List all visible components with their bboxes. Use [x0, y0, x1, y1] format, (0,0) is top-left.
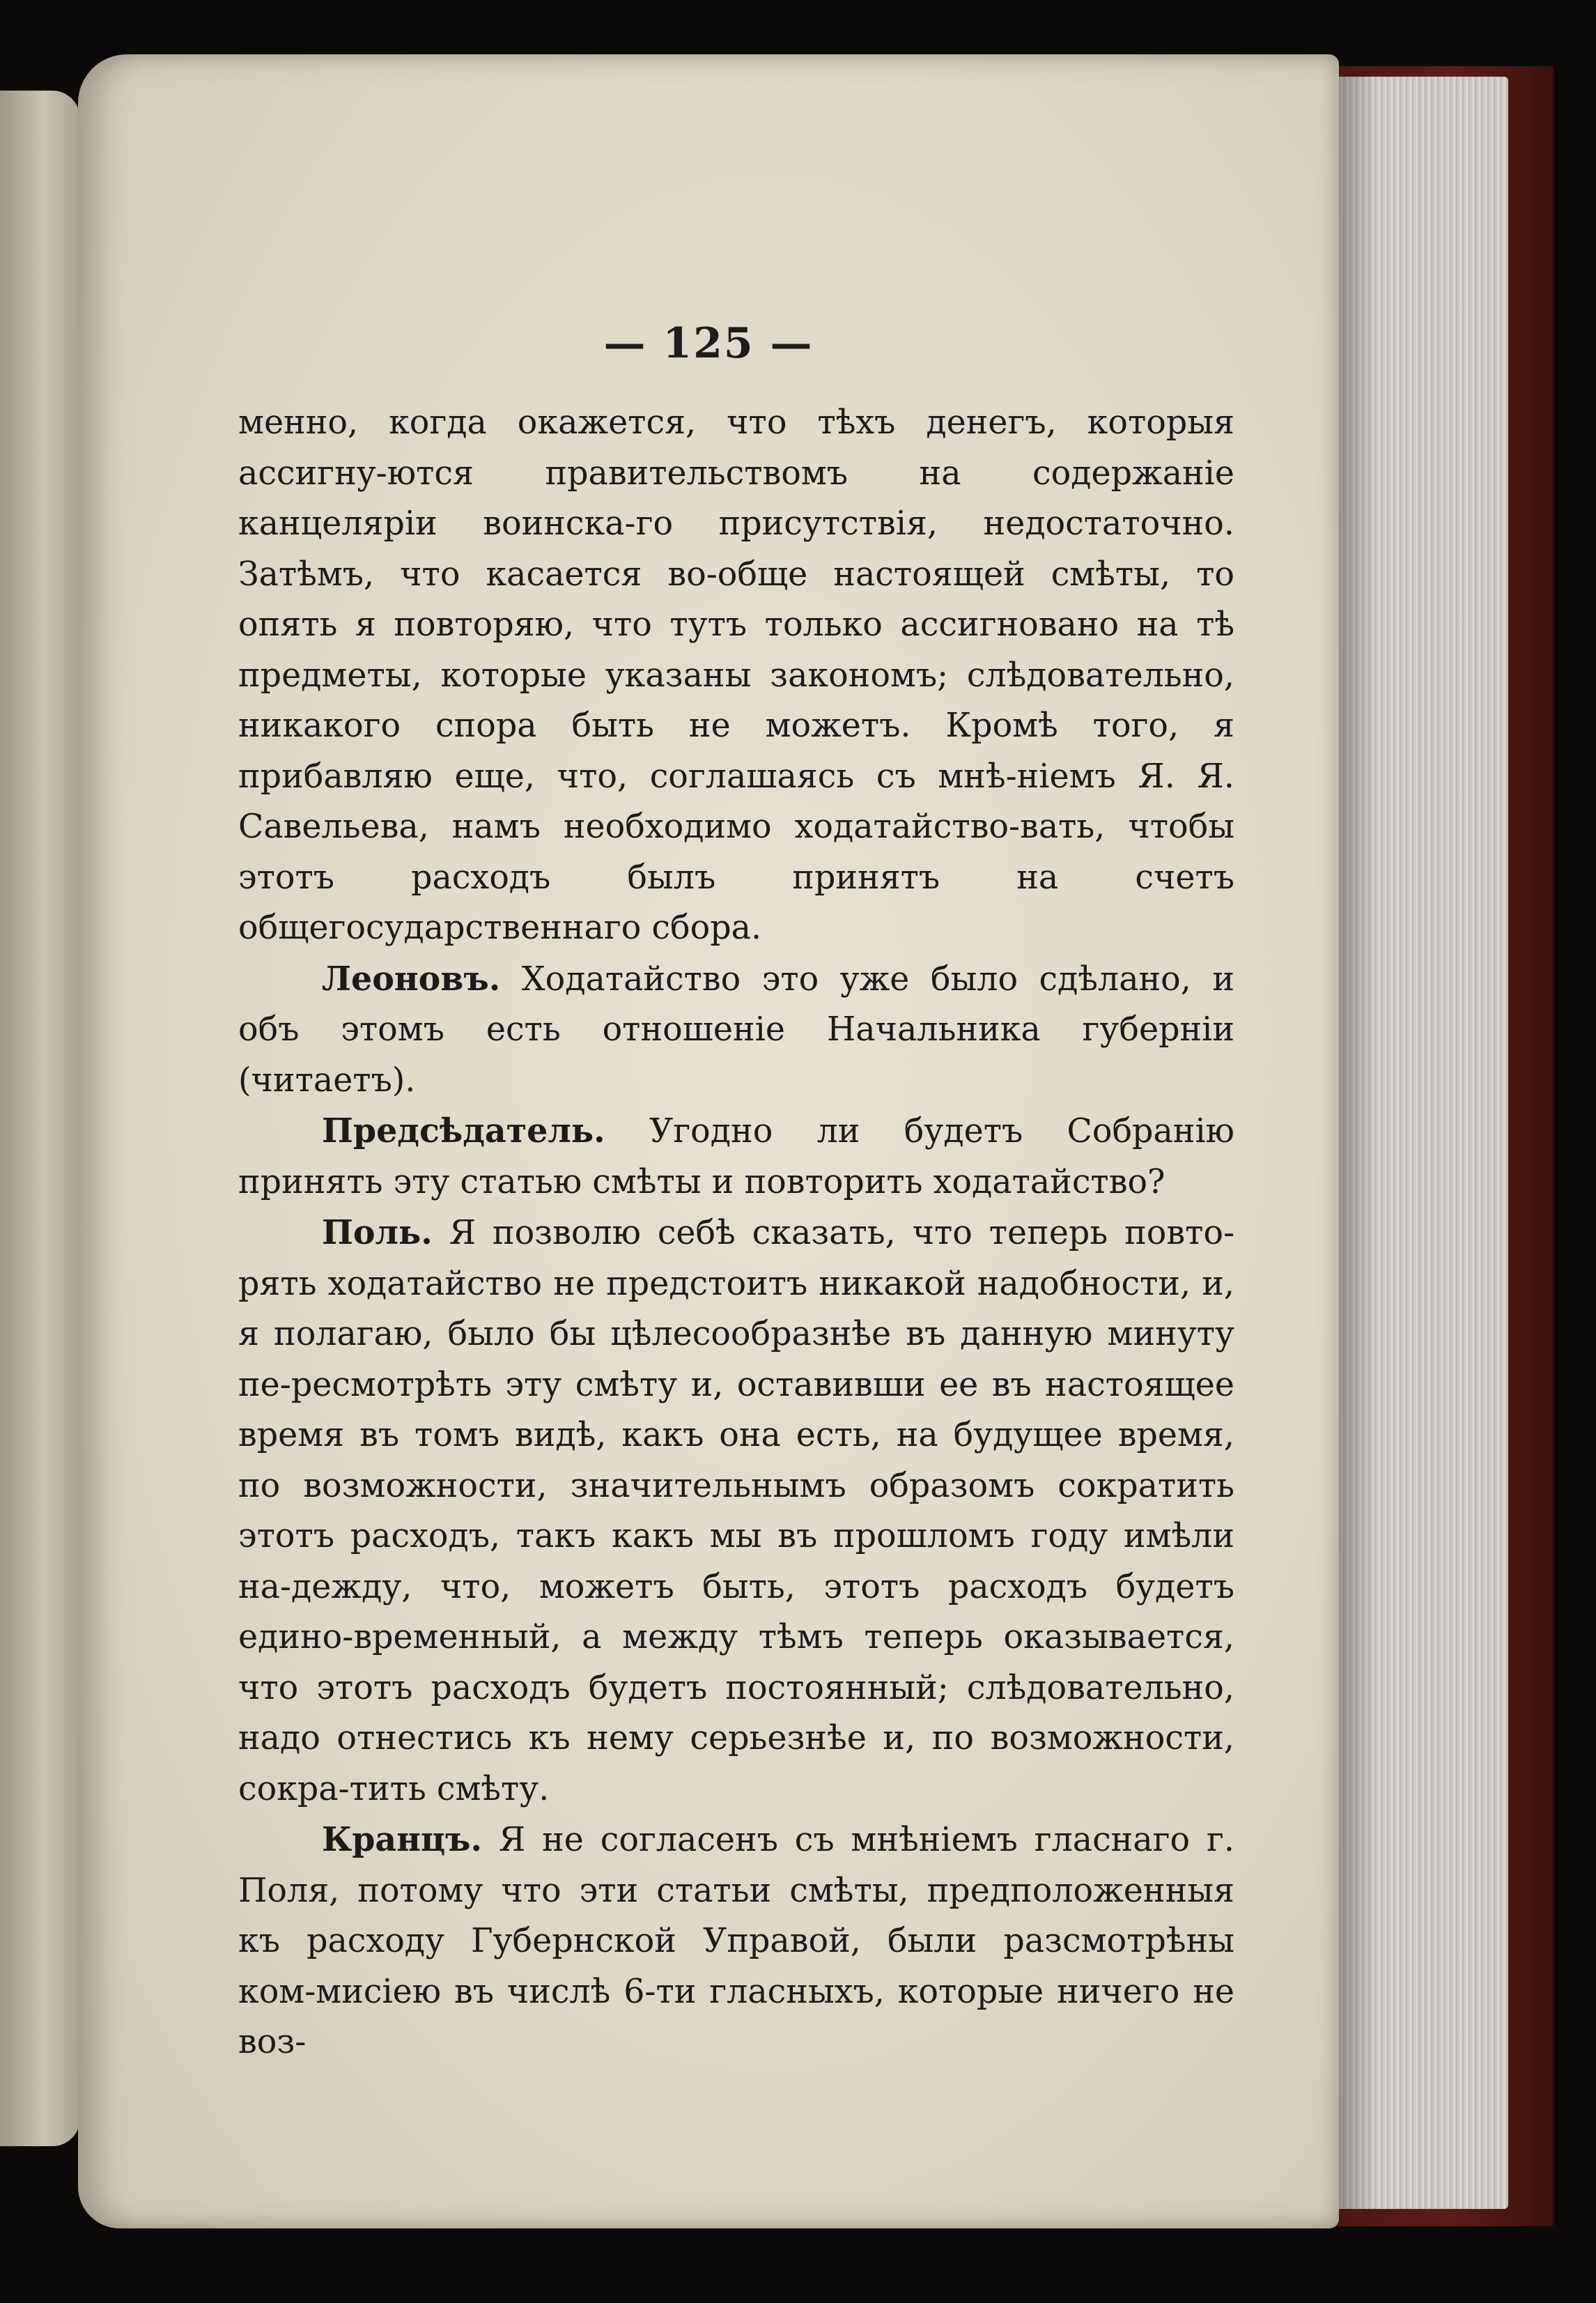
previous-page-edge	[0, 91, 80, 2146]
paragraph	[238, 397, 1234, 954]
paragraph	[238, 1815, 1234, 2068]
paragraph	[238, 1208, 1234, 1815]
paragraph-text: менно, когда окажется, что тѣхъ денегъ, которыя ассигну-ются правительствомъ на содержаніе канцеляріи воинска-го присутствія, недостаточно. Затѣмъ, что касается во-обще настоящей смѣты, то опять я повторяю, что тутъ только ассигновано на тѣ предметы, которые указаны закономъ; слѣдовательно, никакого спора быть не можетъ. Кромѣ того, я прибавляю еще, что, соглашаясь съ мнѣ-ніемъ Я. Я. Савельева, намъ необходимо ходатайство-вать, чтобы этотъ расходъ былъ принятъ на счетъ общегосударственнаго сбора.	[238, 403, 1234, 947]
speaker-name: Предсѣдатель.	[322, 1111, 605, 1150]
paragraph-text: Я не согласенъ съ мнѣніемъ гласнаго г. Поля, потому что эти статьи смѣты, предположенныя къ расходу Губернской Управой, были разсмотрѣны ком-мисіею въ числѣ 6-ти гласныхъ, которые ничего не воз-	[238, 1821, 1234, 2061]
book-page	[78, 54, 1339, 2228]
paragraph-text: Я позволю себѣ сказать, что теперь повто-рять ходатайство не предстоитъ никакой надобности, и, я полагаю, было бы цѣлесообразнѣе въ данную минуту пе-ресмотрѣть эту смѣту и, оставивши ее въ настоящее время въ томъ видѣ, какъ она есть, на будущее время, по возможности, значительнымъ образомъ сократить этотъ расходъ, такъ какъ мы въ прошломъ году имѣли на-дежду, что, можетъ быть, этотъ расходъ будетъ едино-временный, а между тѣмъ теперь оказывается, что этотъ расходъ будетъ постоянный; слѣдовательно, надо отнестись къ нему серьезнѣе и, по возможности, сокра-тить смѣту.	[238, 1214, 1234, 1808]
speaker-name: Поль.	[322, 1213, 433, 1252]
speaker-name: Леоновъ.	[322, 959, 501, 999]
paragraph	[238, 1106, 1234, 1208]
paragraph-text: Угодно ли будетъ Собранію принять эту статью смѣты и повторить ходатайство?	[238, 1112, 1234, 1201]
paragraph	[238, 954, 1234, 1107]
page-text	[238, 397, 1234, 2068]
speaker-name: Кранцъ.	[322, 1820, 483, 1859]
page-number: — 125 —	[603, 319, 814, 368]
paragraph-text: Ходатайство это уже было сдѣлано, и объ этомъ есть отношеніе Начальника губерніи (читаетъ).	[238, 960, 1234, 1100]
